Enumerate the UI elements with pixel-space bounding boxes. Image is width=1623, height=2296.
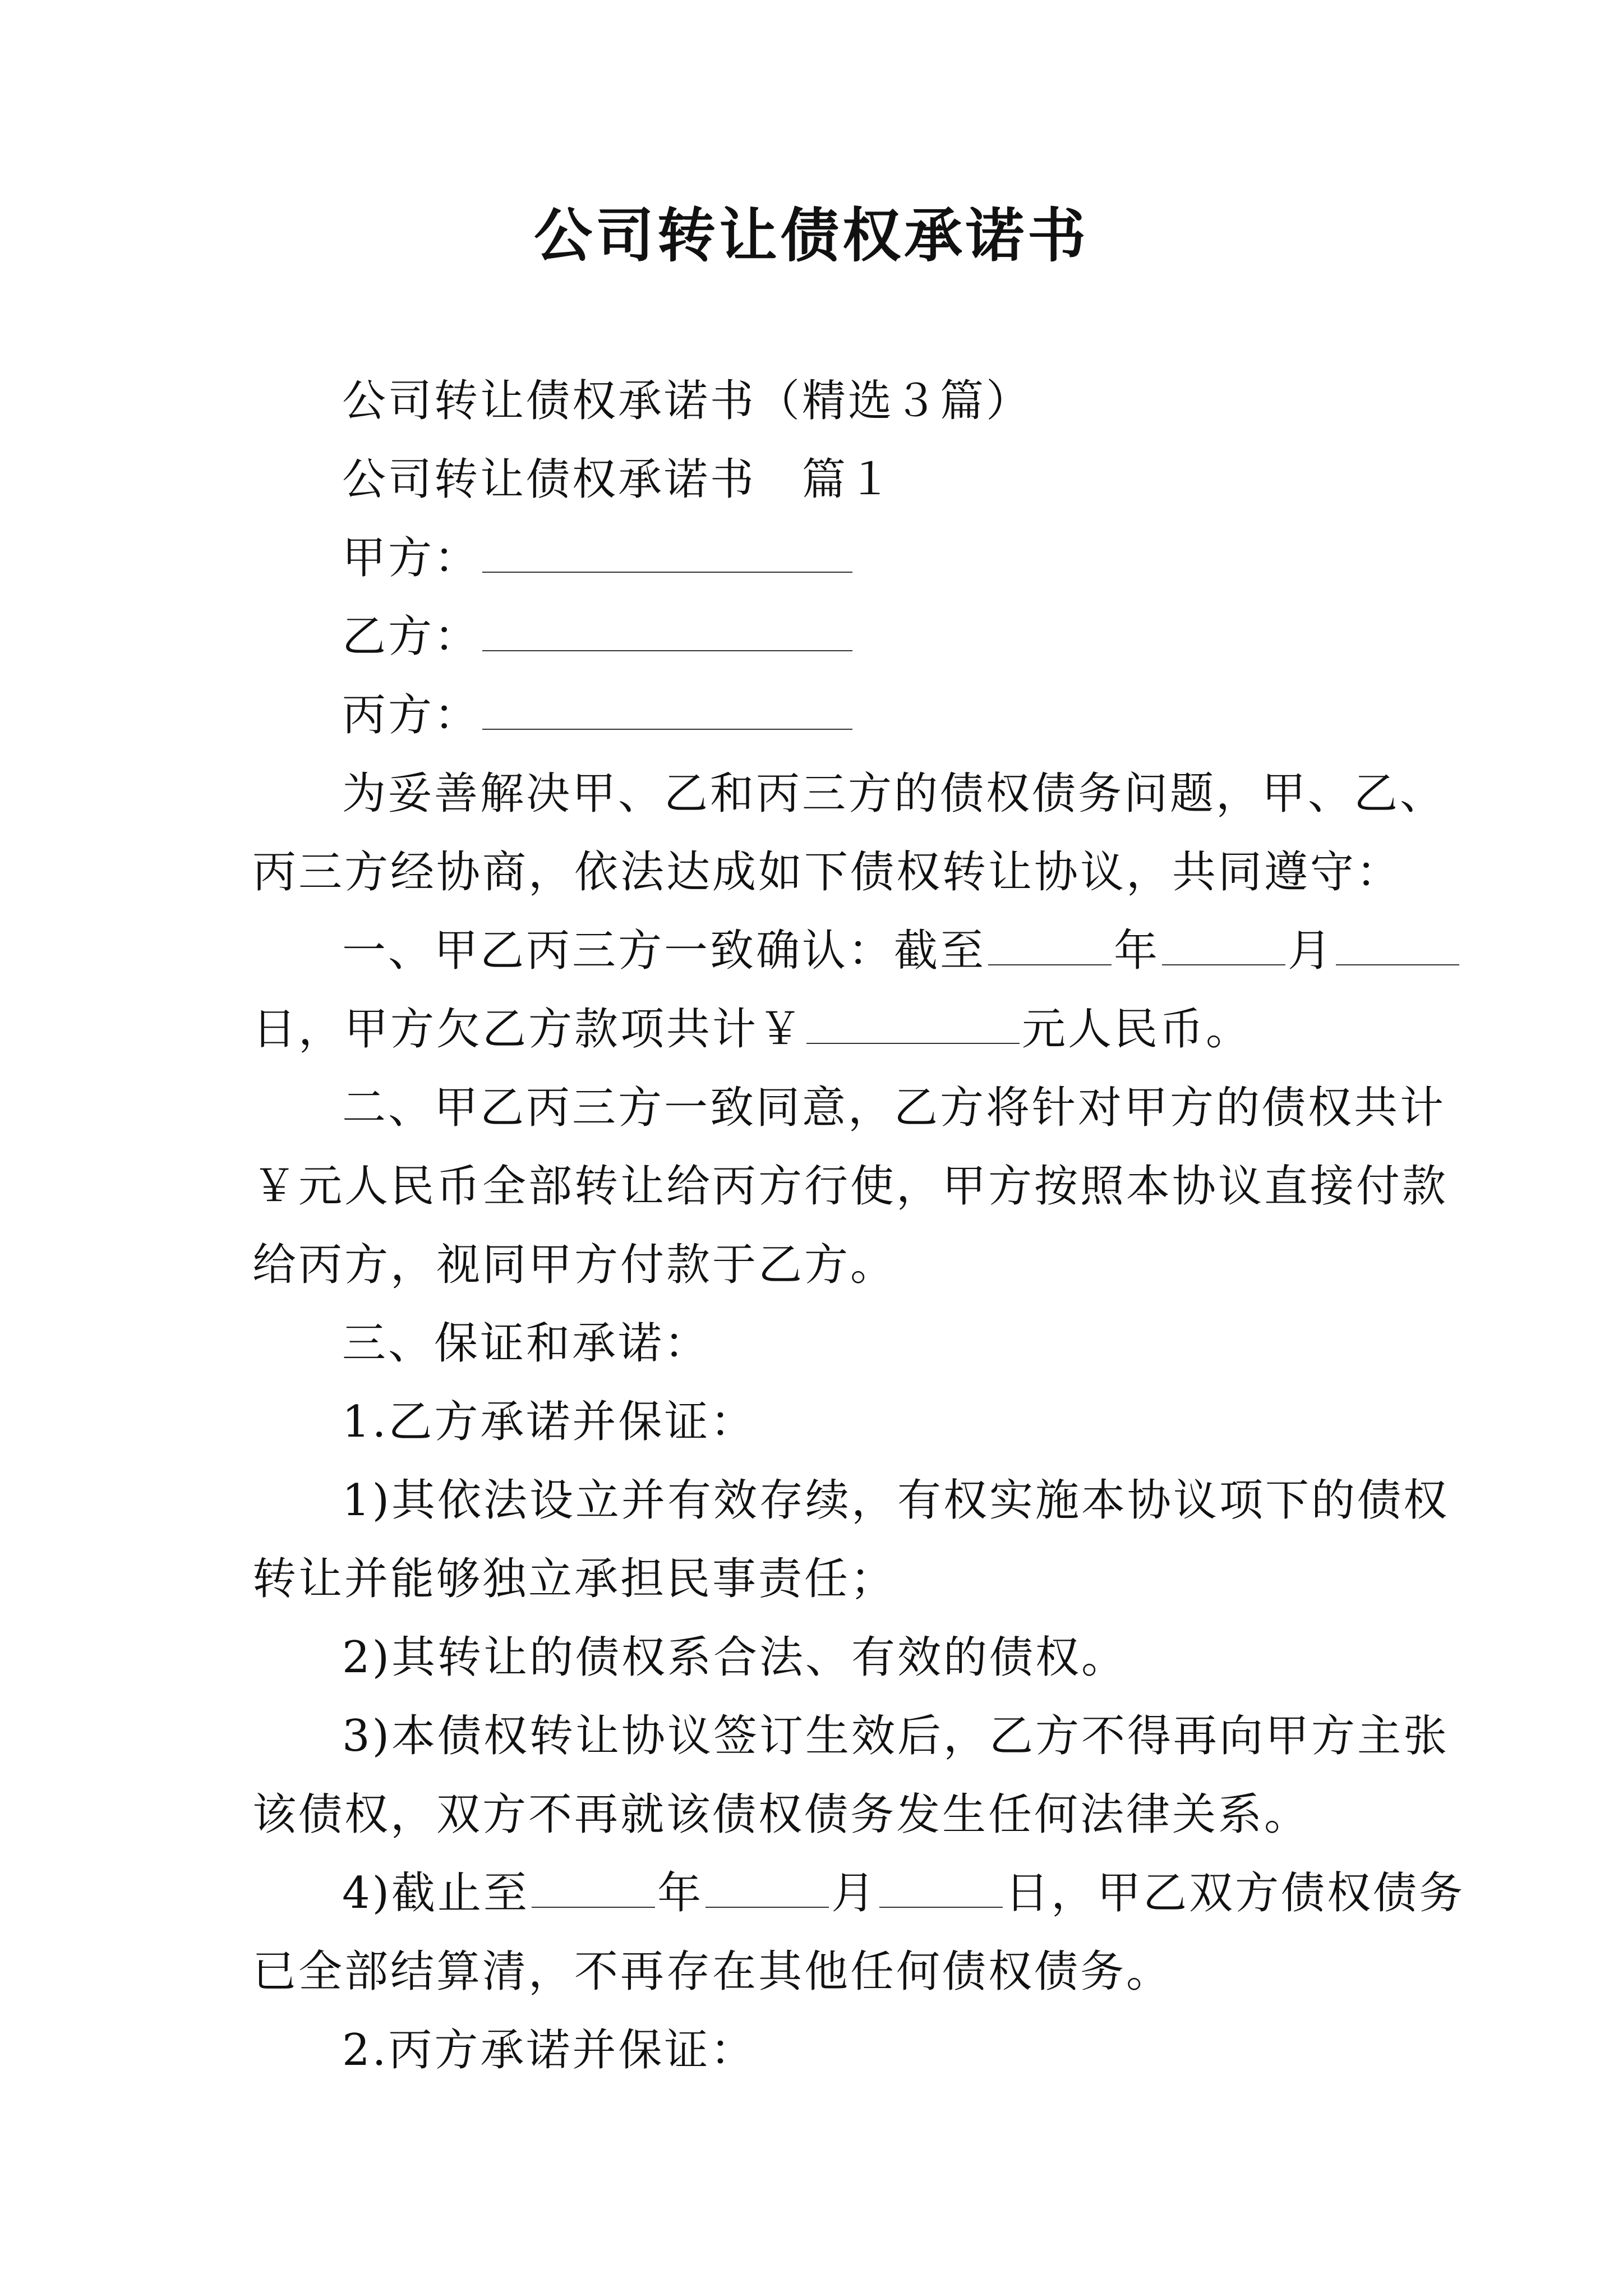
party-b-line (252, 606, 1371, 668)
clause3-item4-text-1: 4)截止至 (342, 1868, 530, 1918)
clause3-sub1-heading: 1.乙方承诺并保证： (342, 1397, 757, 1447)
clause3-item4-month-blank (706, 1870, 829, 1908)
party-c-line (252, 684, 1371, 746)
clause3-item2: 2)其转让的债权系合法、有效的债权。 (342, 1632, 1128, 1683)
clause3-item4-year-blank (532, 1870, 655, 1908)
clause3-item4-day-blank (879, 1870, 1003, 1908)
party-c-blank (482, 692, 852, 730)
clause1-line-2 (252, 999, 1371, 1060)
party-a-line (252, 527, 1371, 589)
clause3-item1-line-1: 1)其依法设立并有效存续，有权实施本协议项下的债权 (342, 1475, 1450, 1526)
clause1-year-label: 年 (1114, 926, 1160, 976)
party-b-label: 乙方： (342, 611, 481, 662)
clause2-line-1: 二、甲乙丙三方一致同意，乙方将针对甲方的债权共计 (342, 1083, 1446, 1133)
clause2-line-2: ￥元人民币全部转让给丙方行使，甲方按照本协议直接付款 (252, 1161, 1449, 1212)
clause1-amount-blank (806, 1006, 1020, 1044)
document-subtitle: 公司转让债权承诺书（精选３篇） (342, 376, 1032, 426)
party-b-blank (482, 613, 852, 651)
clause1-text-2: 日，甲方欠乙方款项共计￥ (252, 1004, 805, 1055)
section-heading: 公司转让债权承诺书 篇１ (342, 454, 895, 505)
clause1-text-1: 一、甲乙丙三方一致确认：截至 (342, 926, 986, 976)
clause3-sub2-heading: 2.丙方承诺并保证： (342, 2025, 757, 2076)
clause3-item4-year-label: 年 (657, 1868, 704, 1918)
clause3-heading: 三、保证和承诺： (342, 1318, 711, 1369)
clause2-line-3: 给丙方，视同甲方付款于乙方。 (252, 1240, 897, 1290)
clause3-item4-line-2: 已全部结算清，不再存在其他任何债权债务。 (252, 1947, 1173, 1997)
party-c-label: 丙方： (342, 690, 481, 740)
party-a-label: 甲方： (342, 533, 481, 583)
party-a-blank (482, 535, 852, 573)
clause3-item3-line-2: 该债权，双方不再就该债权债务发生任何法律关系。 (252, 1789, 1311, 1840)
clause1-year-blank (988, 927, 1112, 965)
clause3-item1-line-2: 转让并能够独立承担民事责任； (252, 1554, 897, 1604)
preamble-line-2: 丙三方经协商，依法达成如下债权转让协议，共同遵守： (252, 847, 1403, 898)
clause3-item4-line-1 (252, 1862, 1465, 1924)
clause1-month-label: 月 (1288, 926, 1334, 976)
document-title: 公司转让债权承诺书 (533, 201, 1089, 270)
clause1-line-1 (252, 920, 1371, 982)
clause1-day-blank (1336, 927, 1459, 965)
clause3-item3-line-1: 3)本债权转让协议签订生效后，乙方不得再向甲方主张 (342, 1711, 1450, 1761)
clause3-item4-text-2: 日，甲乙双方债权债务 (1005, 1868, 1465, 1918)
preamble-line-1: 为妥善解决甲、乙和丙三方的债权债务问题，甲、乙、 (342, 769, 1446, 819)
clause1-text-3: 元人民币。 (1022, 1004, 1252, 1055)
clause3-item4-month-label: 月 (831, 1868, 878, 1918)
clause1-month-blank (1162, 927, 1285, 965)
